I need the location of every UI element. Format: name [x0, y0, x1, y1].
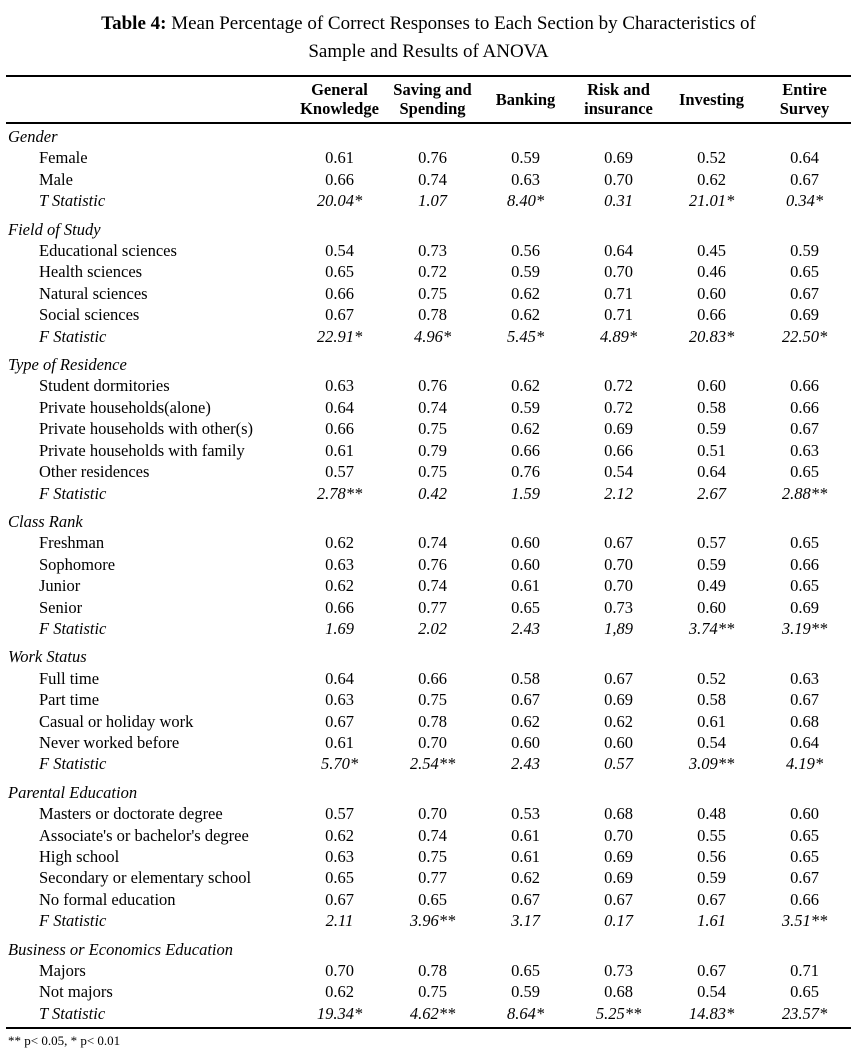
cell-value: 0.61: [325, 732, 354, 752]
cell-value: 0.54: [604, 462, 633, 482]
cell-value: 0.48: [697, 804, 726, 824]
cell-value: 0.75: [418, 462, 447, 482]
cell-value: 0.67: [790, 283, 819, 303]
table-row: [6, 960, 851, 981]
cell-value: 0.78: [418, 711, 447, 731]
column-header: General Knowledge: [293, 76, 386, 123]
cell-value: 0.56: [697, 847, 726, 866]
cell-value: 0.77: [418, 868, 447, 888]
cell-value: 0.62: [325, 533, 354, 553]
cell-value: 0.69: [790, 305, 819, 325]
row-label: F Statistic: [39, 911, 107, 931]
section-heading: Class Rank: [8, 511, 83, 531]
cell-value: 1.61: [697, 911, 726, 931]
cell-value: 0.62: [511, 376, 540, 396]
cell-value: 0.63: [511, 169, 540, 189]
cell-value: 0.72: [418, 262, 447, 282]
cell-value: 3.19**: [781, 618, 828, 638]
cell-value: 20.83*: [688, 326, 735, 346]
table-body: [6, 123, 851, 1028]
cell-value: 0.60: [604, 732, 633, 752]
section-heading-row: [6, 123, 851, 147]
statistic-row: [6, 753, 851, 774]
cell-value: 0.70: [604, 825, 633, 845]
cell-value: 0.58: [697, 397, 726, 417]
cell-value: 0.54: [697, 732, 726, 752]
cell-value: 0.69: [604, 847, 633, 866]
cell-value: 0.65: [790, 262, 819, 282]
cell-value: 0.69: [604, 868, 633, 888]
cell-value: 0.62: [325, 982, 354, 1002]
cell-value: 0.67: [511, 690, 540, 710]
table-row: [6, 889, 851, 910]
cell-value: 4.89*: [599, 326, 638, 346]
cell-value: 0.61: [511, 576, 540, 596]
cell-value: 5.45*: [506, 326, 545, 346]
cell-value: 0.65: [325, 868, 354, 888]
table-row: [6, 981, 851, 1002]
cell-value: 0.61: [325, 148, 354, 168]
cell-value: 2.43: [511, 754, 540, 774]
table-title: [6, 10, 851, 66]
column-header: Banking: [479, 76, 572, 123]
row-label: Casual or holiday work: [39, 711, 194, 731]
row-label: Masters or doctorate degree: [39, 804, 223, 824]
cell-value: 20.04*: [316, 191, 363, 211]
row-label: Sophomore: [39, 554, 116, 574]
cell-value: 0.67: [790, 419, 819, 439]
cell-value: 0.60: [697, 597, 726, 617]
row-label: T Statistic: [39, 1003, 106, 1023]
cell-value: 0.67: [325, 305, 354, 325]
section-heading: Business or Economics Education: [8, 939, 234, 959]
cell-value: 0.67: [511, 889, 540, 909]
cell-value: 0.67: [604, 889, 633, 909]
cell-value: 0.56: [511, 241, 540, 261]
cell-value: 0.70: [604, 576, 633, 596]
header-row: [6, 76, 851, 123]
column-header: Investing: [665, 76, 758, 123]
cell-value: 0.62: [697, 169, 726, 189]
cell-value: 0.63: [325, 690, 354, 710]
cell-value: 0.65: [325, 262, 354, 282]
section-heading: Gender: [8, 127, 58, 146]
cell-value: 0.79: [418, 440, 447, 460]
cell-value: 0.54: [697, 982, 726, 1002]
cell-value: 0.59: [697, 554, 726, 574]
cell-value: 0.62: [604, 711, 633, 731]
cell-value: 0.65: [790, 462, 819, 482]
cell-value: 0.70: [325, 961, 354, 981]
cell-value: 0.65: [511, 597, 540, 617]
cell-value: 1.07: [418, 191, 447, 211]
cell-value: 0.71: [604, 305, 633, 325]
table-row: [6, 304, 851, 325]
cell-value: 0.59: [511, 148, 540, 168]
table-row: [6, 375, 851, 396]
cell-value: 0.65: [790, 982, 819, 1002]
cell-value: 0.62: [511, 283, 540, 303]
row-label: Secondary or elementary school: [39, 868, 252, 888]
cell-value: 0.59: [511, 982, 540, 1002]
cell-value: 0.72: [604, 376, 633, 396]
cell-value: 2.88**: [781, 483, 828, 503]
cell-value: 0.52: [697, 148, 726, 168]
cell-value: 14.83*: [688, 1003, 735, 1023]
cell-value: 2.12: [604, 483, 633, 503]
cell-value: 0.57: [697, 533, 726, 553]
cell-value: 0.54: [325, 241, 354, 261]
cell-value: 21.01*: [688, 191, 735, 211]
cell-value: 0.59: [697, 868, 726, 888]
cell-value: 0.67: [790, 169, 819, 189]
cell-value: 0.78: [418, 305, 447, 325]
cell-value: 0.53: [511, 804, 540, 824]
cell-value: 1,89: [604, 618, 633, 638]
cell-value: 0.60: [697, 376, 726, 396]
section-heading-row: [6, 932, 851, 960]
cell-value: 0.75: [418, 690, 447, 710]
statistic-row: [6, 190, 851, 211]
row-label: Junior: [39, 576, 81, 596]
section-heading-row: [6, 775, 851, 803]
cell-value: 0.66: [604, 440, 633, 460]
cell-value: 0.64: [790, 732, 819, 752]
row-label: Never worked before: [39, 732, 180, 752]
cell-value: 2.43: [511, 618, 540, 638]
table-row: [6, 867, 851, 888]
section-heading-row: [6, 347, 851, 375]
cell-value: 0.66: [790, 376, 819, 396]
cell-value: 0.61: [511, 825, 540, 845]
row-label: Male: [39, 169, 73, 189]
cell-value: 4.96*: [413, 326, 452, 346]
section-heading-row: [6, 639, 851, 667]
row-label: Majors: [39, 961, 86, 981]
cell-value: 0.66: [790, 397, 819, 417]
cell-value: 0.64: [697, 462, 726, 482]
cell-value: 0.59: [790, 241, 819, 261]
row-label: Social sciences: [39, 305, 140, 325]
cell-value: 0.68: [604, 804, 633, 824]
statistic-row: [6, 326, 851, 347]
anova-table: [6, 75, 851, 1029]
cell-value: 0.67: [604, 533, 633, 553]
table-row: [6, 575, 851, 596]
cell-value: 2.67: [697, 483, 726, 503]
cell-value: 0.76: [418, 148, 447, 168]
cell-value: 0.60: [511, 533, 540, 553]
cell-value: 2.11: [325, 911, 354, 931]
cell-value: 0.65: [511, 961, 540, 981]
cell-value: 0.57: [325, 804, 354, 824]
cell-value: 0.69: [604, 148, 633, 168]
significance-footnote: ** p< 0.05, * p< 0.01: [8, 1033, 121, 1049]
cell-value: 0.76: [511, 462, 540, 482]
corner-cell: [6, 76, 293, 123]
cell-value: 0.70: [604, 554, 633, 574]
cell-value: 0.60: [511, 732, 540, 752]
cell-value: 0.62: [325, 825, 354, 845]
cell-value: 0.61: [325, 440, 354, 460]
cell-value: 0.66: [418, 668, 447, 688]
cell-value: 0.74: [418, 825, 447, 845]
cell-value: 0.72: [604, 397, 633, 417]
row-label: Not majors: [39, 982, 113, 1002]
column-header: Saving and Spending: [386, 76, 479, 123]
cell-value: 0.69: [604, 419, 633, 439]
cell-value: 3.74**: [688, 618, 735, 638]
statistic-row: [6, 910, 851, 931]
table-row: [6, 147, 851, 168]
cell-value: 0.52: [697, 668, 726, 688]
cell-value: 0.70: [604, 169, 633, 189]
cell-value: 0.67: [697, 961, 726, 981]
cell-value: 0.63: [790, 440, 819, 460]
cell-value: 0.57: [604, 754, 633, 774]
cell-value: 0.45: [697, 241, 726, 261]
cell-value: 0.57: [325, 462, 354, 482]
table-row: [6, 668, 851, 689]
cell-value: 0.63: [790, 668, 819, 688]
cell-value: 0.66: [325, 597, 354, 617]
cell-value: 2.54**: [409, 754, 456, 774]
row-label: F Statistic: [39, 618, 107, 638]
cell-value: 0.66: [325, 283, 354, 303]
cell-value: 0.70: [418, 732, 447, 752]
section-heading: Type of Residence: [8, 355, 127, 375]
section-heading-row: [6, 212, 851, 240]
row-label: F Statistic: [39, 483, 107, 503]
cell-value: 4.62**: [409, 1003, 456, 1023]
row-label: Female: [39, 148, 88, 168]
cell-value: 3.09**: [688, 754, 735, 774]
cell-value: 0.70: [418, 804, 447, 824]
cell-value: 0.63: [325, 376, 354, 396]
cell-value: 0.64: [325, 397, 354, 417]
cell-value: 0.67: [790, 868, 819, 888]
cell-value: 0.71: [790, 961, 819, 981]
cell-value: 0.73: [604, 597, 633, 617]
statistic-row: [6, 483, 851, 504]
row-label: F Statistic: [39, 326, 107, 346]
table-row: [6, 440, 851, 461]
cell-value: 3.17: [511, 911, 540, 931]
cell-value: 0.60: [697, 283, 726, 303]
cell-value: 0.67: [697, 889, 726, 909]
cell-value: 0.67: [325, 889, 354, 909]
row-label: Other residences: [39, 462, 150, 482]
cell-value: 19.34*: [316, 1003, 363, 1023]
table-row: [6, 597, 851, 618]
cell-value: 0.64: [604, 241, 633, 261]
cell-value: 4.19*: [785, 754, 824, 774]
cell-value: 0.61: [697, 711, 726, 731]
cell-value: 0.59: [511, 262, 540, 282]
table-row: [6, 169, 851, 190]
row-label: Associate's or bachelor's degree: [39, 825, 249, 845]
statistic-row: [6, 1003, 851, 1028]
cell-value: 0.65: [790, 825, 819, 845]
cell-value: 0.60: [790, 804, 819, 824]
cell-value: 0.69: [790, 597, 819, 617]
cell-value: 0.46: [697, 262, 726, 282]
cell-value: 0.17: [604, 911, 633, 931]
cell-value: 0.58: [511, 668, 540, 688]
cell-value: 0.42: [418, 483, 447, 503]
table-row: [6, 803, 851, 824]
row-label: Freshman: [39, 533, 105, 553]
cell-value: 0.65: [790, 847, 819, 866]
cell-value: 0.58: [697, 690, 726, 710]
table-row: [6, 283, 851, 304]
cell-value: 8.64*: [506, 1003, 545, 1023]
row-label: Health sciences: [39, 262, 143, 282]
cell-value: 0.66: [325, 419, 354, 439]
cell-value: 0.61: [511, 847, 540, 866]
row-label: Senior: [39, 597, 83, 617]
cell-value: 22.91*: [316, 326, 363, 346]
column-header: Risk and insurance: [572, 76, 665, 123]
cell-value: 0.67: [790, 690, 819, 710]
table-row: [6, 732, 851, 753]
cell-value: 1.59: [511, 483, 540, 503]
cell-value: 0.70: [604, 262, 633, 282]
table-row: [6, 261, 851, 282]
cell-value: 3.96**: [409, 911, 456, 931]
table-header: [6, 76, 851, 123]
cell-value: 0.59: [511, 397, 540, 417]
section-heading: Work Status: [8, 647, 87, 667]
cell-value: 0.62: [511, 711, 540, 731]
table-row: [6, 461, 851, 482]
cell-value: 0.62: [325, 576, 354, 596]
section-heading: Field of Study: [8, 219, 101, 239]
cell-value: 0.78: [418, 961, 447, 981]
table-number-label: Table 4:: [101, 13, 167, 34]
cell-value: 0.66: [325, 169, 354, 189]
table-row: [6, 397, 851, 418]
row-label: Natural sciences: [39, 283, 148, 303]
cell-value: 0.64: [790, 148, 819, 168]
cell-value: 0.66: [790, 554, 819, 574]
table-title-text: Mean Percentage of Correct Responses to Each Section by Characteristics of: [166, 13, 756, 34]
cell-value: 0.71: [604, 283, 633, 303]
cell-value: 3.51**: [781, 911, 828, 931]
cell-value: 1.69: [325, 618, 354, 638]
cell-value: 0.63: [325, 554, 354, 574]
cell-value: 0.65: [418, 889, 447, 909]
table-row: [6, 554, 851, 575]
cell-value: 0.76: [418, 554, 447, 574]
row-label: No formal education: [39, 889, 176, 909]
cell-value: 0.49: [697, 576, 726, 596]
cell-value: 0.62: [511, 305, 540, 325]
cell-value: 5.70*: [320, 754, 359, 774]
cell-value: 0.69: [604, 690, 633, 710]
cell-value: 0.75: [418, 982, 447, 1002]
cell-value: 2.78**: [316, 483, 363, 503]
cell-value: 0.65: [790, 576, 819, 596]
cell-value: 0.75: [418, 283, 447, 303]
cell-value: 0.73: [604, 961, 633, 981]
table-title-line2: Sample and Results of ANOVA: [308, 41, 549, 62]
cell-value: 0.66: [511, 440, 540, 460]
cell-value: 0.34*: [785, 191, 824, 211]
column-header: Entire Survey: [758, 76, 851, 123]
cell-value: 0.62: [511, 419, 540, 439]
cell-value: 0.76: [418, 376, 447, 396]
cell-value: 0.67: [325, 711, 354, 731]
row-label: Private households(alone): [39, 397, 211, 417]
cell-value: 0.74: [418, 397, 447, 417]
section-heading: Parental Education: [8, 782, 138, 802]
cell-value: 0.63: [325, 847, 354, 866]
row-label: Private households with other(s): [39, 419, 254, 439]
cell-value: 2.02: [418, 618, 447, 638]
statistic-row: [6, 618, 851, 639]
cell-value: 0.62: [511, 868, 540, 888]
row-label: Educational sciences: [39, 241, 177, 261]
cell-value: 0.65: [790, 533, 819, 553]
cell-value: 0.67: [604, 668, 633, 688]
cell-value: 0.75: [418, 847, 447, 866]
row-label: Part time: [39, 690, 100, 710]
table-row: [6, 532, 851, 553]
row-label: High school: [39, 847, 120, 866]
table-row: [6, 240, 851, 261]
cell-value: 0.77: [418, 597, 447, 617]
row-label: Student dormitories: [39, 376, 170, 396]
row-label: Full time: [39, 668, 100, 688]
cell-value: 0.66: [790, 889, 819, 909]
cell-value: 0.60: [511, 554, 540, 574]
cell-value: 0.55: [697, 825, 726, 845]
cell-value: 0.68: [604, 982, 633, 1002]
cell-value: 0.74: [418, 576, 447, 596]
table-row: [6, 846, 851, 867]
cell-value: 8.40*: [506, 191, 545, 211]
cell-value: 0.66: [697, 305, 726, 325]
row-label: T Statistic: [39, 191, 106, 211]
cell-value: 0.51: [697, 440, 726, 460]
cell-value: 5.25**: [595, 1003, 642, 1023]
cell-value: 0.31: [604, 191, 633, 211]
row-label: Private households with family: [39, 440, 245, 460]
table-row: [6, 689, 851, 710]
cell-value: 0.74: [418, 169, 447, 189]
table-row: [6, 711, 851, 732]
section-heading-row: [6, 504, 851, 532]
cell-value: 22.50*: [781, 326, 828, 346]
cell-value: 0.75: [418, 419, 447, 439]
table-row: [6, 418, 851, 439]
cell-value: 23.57*: [781, 1003, 828, 1023]
row-label: F Statistic: [39, 754, 107, 774]
cell-value: 0.64: [325, 668, 354, 688]
cell-value: 0.59: [697, 419, 726, 439]
cell-value: 0.73: [418, 241, 447, 261]
table-row: [6, 825, 851, 846]
cell-value: 0.68: [790, 711, 819, 731]
cell-value: 0.74: [418, 533, 447, 553]
